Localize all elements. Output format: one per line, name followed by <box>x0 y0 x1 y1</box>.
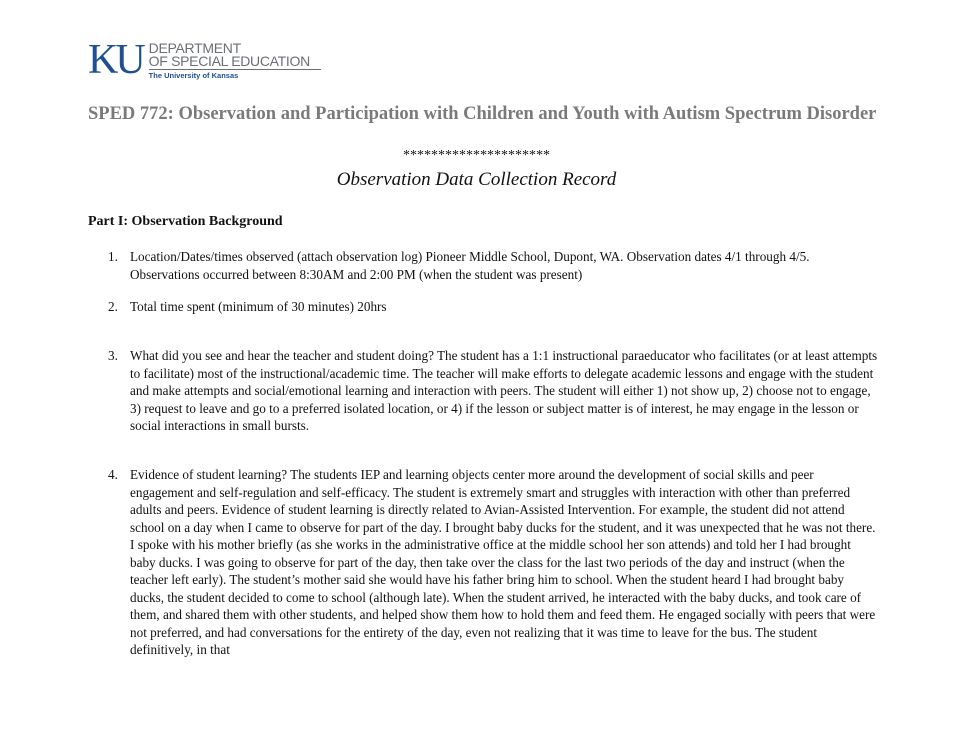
list-item-text: Total time spent (minimum of 30 minutes) 20hrs <box>130 299 387 314</box>
logo-divider <box>149 69 321 70</box>
list-item <box>108 347 878 435</box>
list-item-text: Location/Dates/times observed (attach observation log) Pioneer Middle School, Dupont, WA. Observation dates 4/1 through 4/5. Observations occurred between 8:30AM and 2:00 PM (when the student was present) <box>130 249 810 282</box>
part-heading: Part I: Observation Background <box>88 214 283 229</box>
logo-university: The University of Kansas <box>148 71 239 80</box>
list-item <box>108 466 878 659</box>
list-item-text: Evidence of student learning? The students IEP and learning objects center more around the development of social skills and peer engagement and self-regulation and self-efficacy. The student is extremely smart and struggles with interaction with other than preferred adults and peers. Evidence of student learning is directly related to Avian-Assisted Intervention. For example, the student did not attend school on a day when I came to observe for part of the day. I brought baby ducks for the student, and it was unexpected that he was not there. I spoke with his mother briefly (as she works in the administrative office at the middle school her son attends) and told her I had brought baby ducks. I was going to observe for part of the day, then take over the class for the last two periods of the day and instruct (when the teacher left early). The student’s mother said she would have his father bring him to school. When the student heard I had brought baby ducks, the student decided to come to school (although late). When the student arrived, he interacted with the baby ducks, and took care of them, and shared them with other students, and helped show them how to hold them and feed them. He engaged socially with peers that were not preferred, and had conversations for the entirety of the day, even not realizing that it was time to leave for the bus. The student definitively, in that <box>130 467 876 657</box>
list-item-text: What did you see and hear the teacher and student doing? The student has a 1:1 instructional paraeducator who facilitates (or at least attempts to facilitate) most of the instructional/academic time. The teacher will make efforts to delegate academic lessons and engage with the student and make attempts and social/emotional learning and interaction with peers. The student will either 1) not show up, 2) choose not to engage, 3) request to leave and go to a preferred isolated location, or 4) if the lesson or subject matter is of interest, he may engage in the lesson or social interactions in small bursts. <box>130 348 878 433</box>
ku-department-logo <box>88 37 321 84</box>
separator: ********************* <box>403 148 550 163</box>
logo-department-line1: DEPARTMENT <box>148 40 241 56</box>
logo-mark: KU <box>88 37 143 83</box>
list-item-number: 4. <box>108 467 118 482</box>
list-item-number: 2. <box>108 299 118 314</box>
record-title: Observation Data Collection Record <box>336 169 617 190</box>
list-item <box>108 298 878 316</box>
list-item-number: 1. <box>108 249 118 264</box>
logo-text-block <box>149 42 321 80</box>
list-item <box>108 248 878 283</box>
course-title: SPED 772: Observation and Participation with Children and Youth with Autism Spectrum Disorder <box>88 104 877 124</box>
logo-department-line2: OF SPECIAL EDUCATION <box>148 53 310 69</box>
list-item-number: 3. <box>108 348 118 363</box>
